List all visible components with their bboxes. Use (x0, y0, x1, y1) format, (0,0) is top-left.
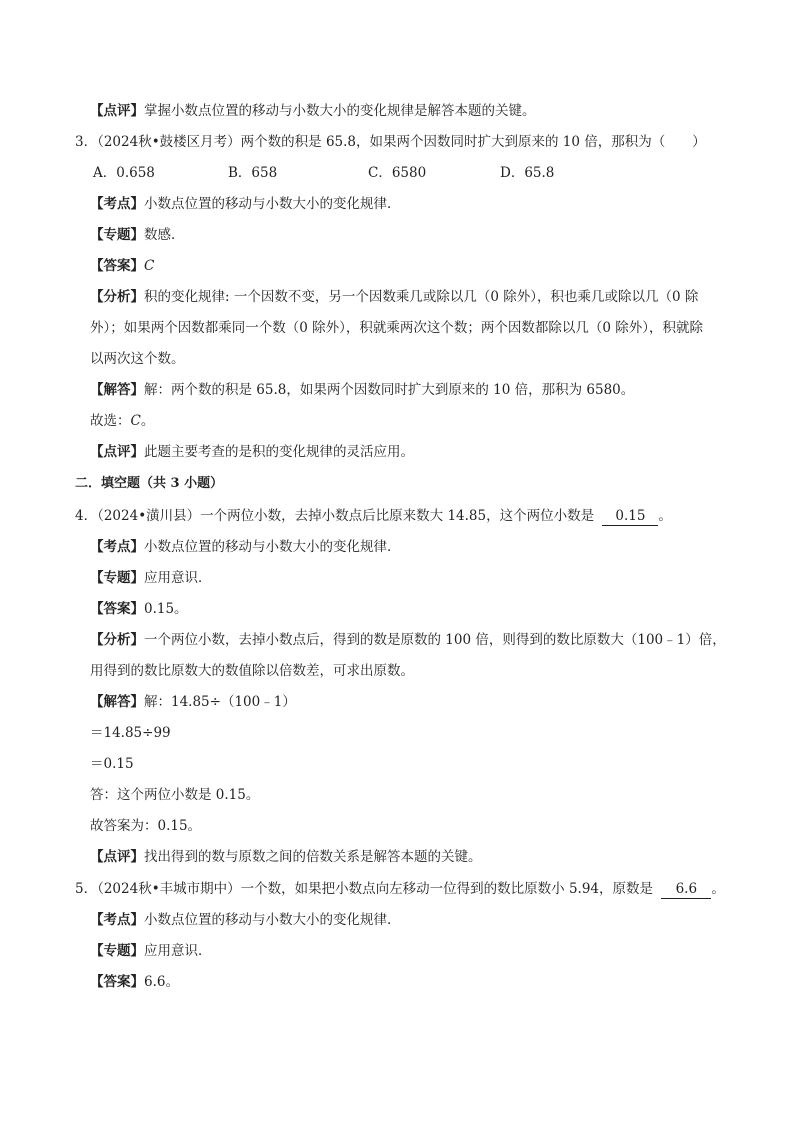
daan-tag: 【答案】 (90, 974, 144, 990)
kaodian-tag: 【考点】 (90, 196, 144, 212)
zhuanti-tag: 【专题】 (90, 943, 144, 959)
q3-stem: 3．（2024秋•鼓楼区月考）两个数的积是 65.8，如果两个因数同时扩大到原来的 10 倍，那积为（ ） (75, 134, 706, 150)
q4-step2: ＝0.15 (90, 756, 134, 772)
comment-tag: 【点评】 (90, 103, 144, 119)
q2-comment-line (90, 101, 536, 121)
guxuan-value: C (130, 413, 141, 429)
daan-text: C (144, 258, 155, 274)
q4-step1: ＝14.85÷99 (90, 725, 171, 741)
dianping-text: 找出得到的数与原数之间的倍数关系是解答本题的关键。 (144, 849, 482, 865)
fenxi-tag: 【分析】 (90, 632, 144, 648)
q5-zhuanti (90, 941, 212, 961)
guxuan-suffix: 。 (140, 413, 155, 429)
daan-text: 0.15。 (144, 601, 188, 617)
q3-kaodian (90, 194, 401, 214)
q5-stem-text: 5．（2024秋•丰城市期中）一个数，如果把小数点向左移动一位得到的数比原数小 5.94，原数是 (75, 881, 654, 897)
zhuanti-text: 数感． (144, 227, 185, 243)
q5-daan (90, 972, 179, 992)
q4-kaodian (90, 537, 401, 557)
kaodian-text: 小数点位置的移动与小数大小的变化规律． (144, 912, 401, 928)
q3-option-a: A．0.658 (93, 165, 155, 181)
q4-fenxi-line2: 用得到的数比原数大的数值除以倍数差，可求出原数。 (90, 663, 414, 679)
fenxi-tag: 【分析】 (90, 289, 144, 305)
q5-answer-blank: 6.6 (661, 880, 711, 899)
q4-answer-blank: 0.15 (602, 507, 658, 526)
daan-text: 6.6。 (144, 974, 179, 990)
q3-guxuan (90, 411, 154, 431)
dianping-tag: 【点评】 (90, 849, 144, 865)
kaodian-text: 小数点位置的移动与小数大小的变化规律． (144, 539, 401, 555)
dianping-text: 此题主要考查的是积的变化规律的灵活应用。 (144, 444, 414, 460)
q5-stem (75, 879, 725, 899)
q4-answer: 答：这个两位小数是 0.15。 (90, 787, 260, 803)
q4-stem (75, 506, 672, 526)
zhuanti-tag: 【专题】 (90, 570, 144, 586)
q3-fenxi-line1 (90, 287, 698, 307)
daan-tag: 【答案】 (90, 601, 144, 617)
q3-option-c: C．6580 (368, 165, 427, 181)
zhuanti-text: 应用意识． (144, 570, 212, 586)
zhuanti-text: 应用意识． (144, 943, 212, 959)
q3-jieda (90, 380, 634, 400)
q5-kaodian (90, 910, 401, 930)
q4-fenxi-line1 (90, 630, 726, 650)
q3-option-d: D．65.8 (500, 165, 555, 181)
q3-daan (90, 256, 154, 276)
jieda-text: 解：14.85÷（100﹣1） (144, 694, 296, 710)
q4-daan (90, 599, 188, 619)
q3-option-b: B．658 (228, 165, 278, 181)
q4-jieda (90, 692, 296, 712)
jieda-tag: 【解答】 (90, 382, 144, 398)
fenxi-text: 积的变化规律: 一个因数不变，另一个因数乘几或除以几（0 除外），积也乘几或除以几（0 除 (144, 289, 699, 305)
dianping-tag: 【点评】 (90, 444, 144, 460)
q3-fenxi-line2: 外）；如果两个因数都乘同一个数（0 除外），积就乘两次这个数；两个因数都除以几（0 除外），积就除 (90, 320, 704, 336)
jieda-text: 解：两个数的积是 65.8，如果两个因数同时扩大到原来的 10 倍，那积为 6580。 (144, 382, 635, 398)
zhuanti-tag: 【专题】 (90, 227, 144, 243)
q3-zhuanti (90, 225, 185, 245)
guxuan-prefix: 故选： (90, 413, 131, 429)
kaodian-text: 小数点位置的移动与小数大小的变化规律． (144, 196, 401, 212)
q4-dianping (90, 847, 482, 867)
jieda-tag: 【解答】 (90, 694, 144, 710)
q3-dianping (90, 442, 414, 462)
q4-gudaan: 故答案为：0.15。 (90, 818, 202, 834)
fenxi-text: 一个两位小数，去掉小数点后，得到的数是原数的 100 倍，则得到的数比原数大（100﹣1）倍， (144, 632, 726, 648)
kaodian-tag: 【考点】 (90, 912, 144, 928)
section-heading: 二．填空题（共 3 小题） (75, 476, 224, 491)
kaodian-tag: 【考点】 (90, 539, 144, 555)
q4-zhuanti (90, 568, 212, 588)
q5-stem-end: 。 (711, 881, 725, 897)
comment-text: 掌握小数点位置的移动与小数大小的变化规律是解答本题的关键。 (144, 103, 536, 119)
q3-fenxi-line3: 以两次这个数。 (90, 351, 185, 367)
q4-stem-end: 。 (658, 508, 672, 524)
daan-tag: 【答案】 (90, 258, 144, 274)
q4-stem-text: 4．（2024•潢川县）一个两位小数，去掉小数点后比原来数大 14.85，这个两位小数是 (75, 508, 595, 524)
